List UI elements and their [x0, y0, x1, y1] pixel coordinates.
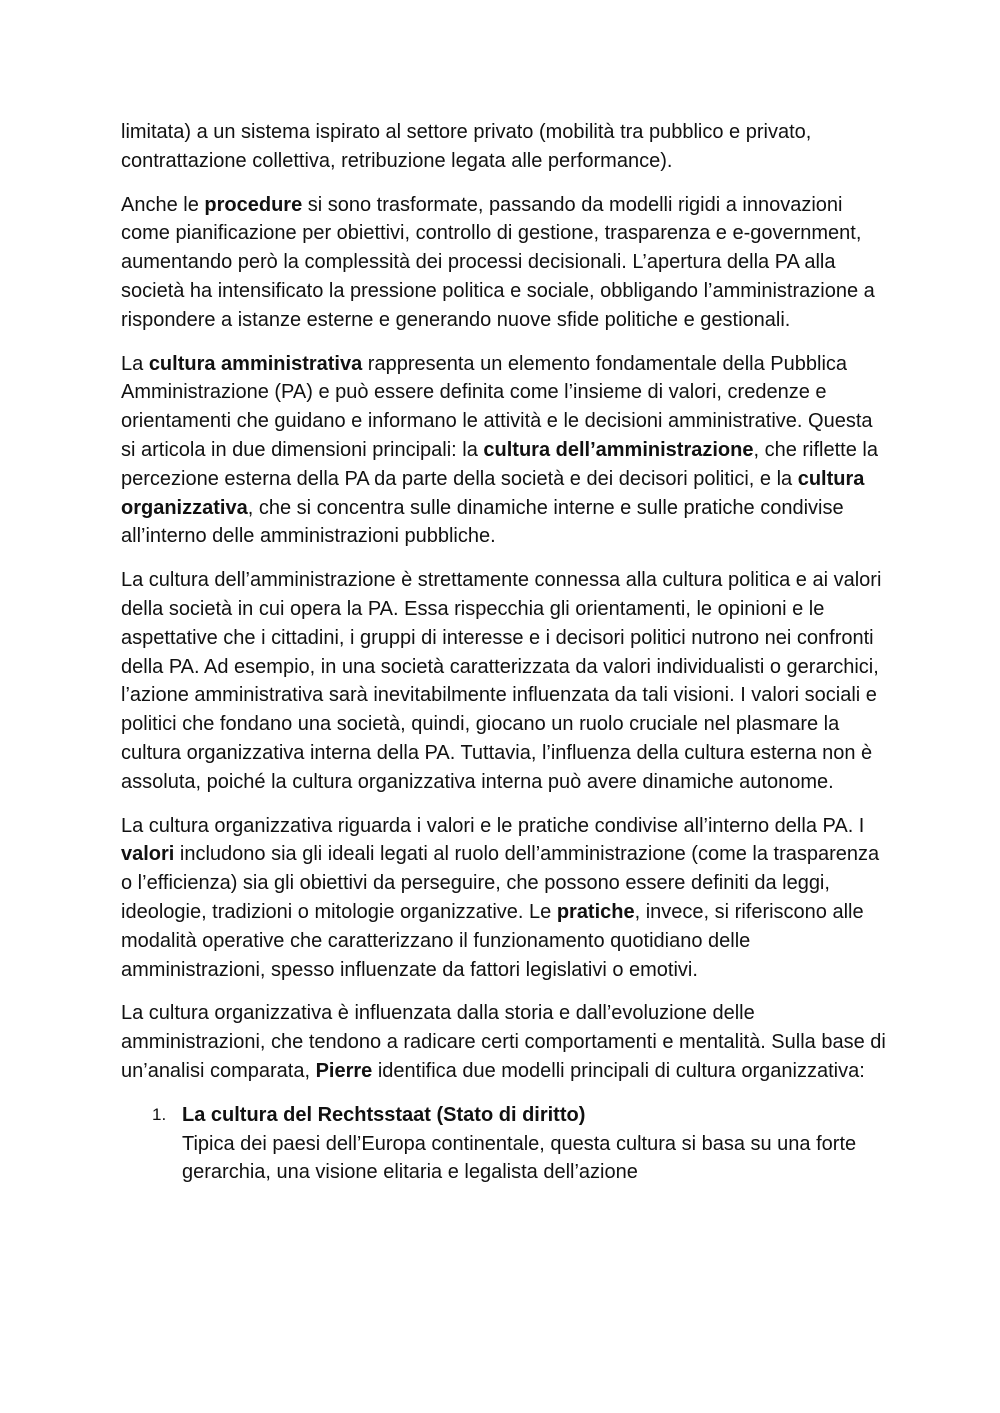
bold-term-valori: valori: [121, 843, 175, 866]
list-item: [121, 1101, 889, 1187]
bold-term-pratiche: pratiche: [556, 900, 635, 923]
bold-term-pierre: Pierre: [315, 1059, 373, 1082]
list-item-body: Tipica dei paesi dell’Europa continentale, questa cultura si basa su una forte gerarchia, una visione elitaria e legalista dell’azione: [182, 1132, 857, 1184]
paragraph-3: La cultura amministrativa rappresenta un elemento fondamentale della Pubblica Amministrazione (PA) e può essere definita come l’insieme di valori, credenze e orientamenti che guidano e informano le attività e le decisioni amministrative. Questa si articola in due dimensioni principali: la cultura dell’amministrazione, che riflette la percezione esterna della PA da parte della società e dei decisori politici, e la cultura organizzativa, che si concentra sulle dinamiche interne e sulle pratiche condivise all’interno delle amministrazioni pubbliche.: [121, 352, 878, 548]
bold-term-procedure: procedure: [204, 193, 303, 216]
paragraph-4: La cultura dell’amministrazione è strettamente connessa alla cultura politica e ai valori della società in cui opera la PA. Essa rispecchia gli orientamenti, le opinioni e le aspettative che i cittadini, i gruppi di interesse e i decisori politici nutrono nei confronti della PA. Ad esempio, in una società caratterizzata da valori individualisti o gerarchici, l’azione amministrativa sarà inevitabilmente influenzata da tali visioni. I valori sociali e politici che fondano una società, quindi, giocano un ruolo cruciale nel plasmare la cultura organizzativa interna della PA. Tuttavia, l’influenza della cultura esterna non è assoluta, poiché la cultura organizzativa interna può avere dinamiche autonome.: [121, 569, 882, 793]
numbered-list: [121, 1101, 889, 1187]
paragraph-1: limitata) a un sistema ispirato al settore privato (mobilità tra pubblico e privato, contrattazione collettiva, retribuzione legata alle performance).: [121, 121, 812, 172]
bold-term-cultura-organizzativa: cultura organizzativa: [121, 467, 865, 519]
bold-term-cultura-amministrativa: cultura amministrativa: [148, 352, 363, 375]
document-page: [121, 118, 889, 1187]
list-item-title: La cultura del Rechtsstaat (Stato di diritto): [182, 1103, 586, 1126]
bold-term-cultura-amministrazione: cultura dell’amministrazione: [483, 438, 754, 461]
paragraph-2: Anche le procedure si sono trasformate, passando da modelli rigidi a innovazioni come pianificazione per obiettivi, controllo di gestione, trasparenza e e-government, aumentando però la complessità dei processi decisionali. L’apertura della PA alla società ha intensificato la pressione politica e sociale, obbligando l’amministrazione a rispondere a istanze esterne e generando nuove sfide politiche e gestionali.: [121, 193, 875, 331]
paragraph-6: La cultura organizzativa è influenzata dalla storia e dall’evoluzione delle amministrazioni, che tendono a radicare certi comportamenti e mentalità. Sulla base di un’analisi comparata, Pierre identifica due modelli principali di cultura organizzativa:: [121, 1002, 886, 1082]
list-item-number: 1.: [152, 1104, 167, 1124]
paragraph-5: La cultura organizzativa riguarda i valori e le pratiche condivise all’interno della PA. I valori includono sia gli ideali legati al ruolo dell’amministrazione (come la trasparenza o l’efficienza) sia gli obiettivi da perseguire, che possono essere definiti da leggi, ideologie, tradizioni o mitologie organizzative. Le pratiche, invece, si riferiscono alle modalità operative che caratterizzano il funzionamento quotidiano delle amministrazioni, spesso influenzate da fattori legislativi o emotivi.: [121, 814, 880, 981]
